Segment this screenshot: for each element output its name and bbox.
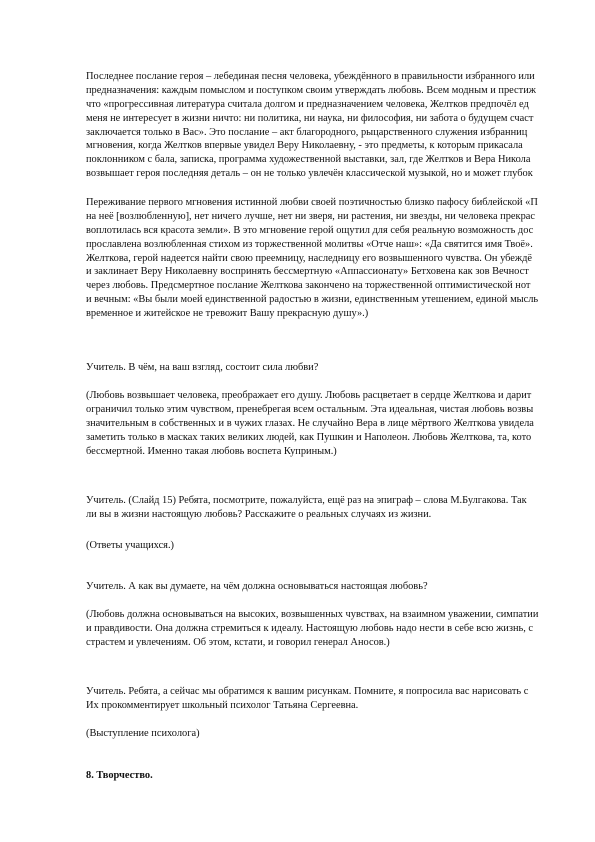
text-line: что «прогрессивная литература считала долгом и предназначением человека, Желтков предпочёл ед — [86, 98, 529, 110]
text-line: Последнее послание героя – лебединая песня человека, убеждённого в правильности избранного или — [86, 71, 535, 82]
text-line: меня не интересует в жизни ничто: ни политика, ни наука, ни философия, ни забота о будущем счаст — [86, 112, 534, 124]
text-line: на неё [возлюбленную], нет ничего лучше, нет ни зверя, ни растения, ни звезды, ни человека прекрас — [86, 210, 535, 222]
paragraph-final-message — [86, 70, 595, 181]
psychologist-speech — [86, 727, 595, 741]
teacher-drawings — [86, 685, 595, 713]
text-line: воплотилась вся красота земли». В это мгновение герой ощутил для себя реальную возможность дос — [86, 224, 534, 236]
text-line: временное и житейское не тревожит Вашу прекрасную душу».) — [86, 308, 369, 320]
text-line: (Любовь возвышает человека, преображает его душу. Любовь расцветает в сердце Желткова и дарит — [86, 390, 532, 401]
text-line: (Ответы учащихся.) — [86, 540, 175, 551]
text-line: Учитель. (Слайд 15) Ребята, посмотрите, пожалуйста, ещё раз на эпиграф – слова М.Булгакова. Так — [86, 495, 527, 506]
text-line: Желткова, герой надеется найти свою преемницу, наследницу его возвышенного чувства. Он убеждё — [86, 252, 532, 264]
teacher-question-foundation — [86, 580, 595, 594]
text-line: значительным в собственных и в чужих глазах. Не случайно Вера в лице мёртвого Желткова увидела — [86, 417, 534, 429]
paragraph-answer-power-of-love — [86, 389, 595, 458]
text-line: ограничил только этим чувством, пренебрегая всем остальным. Эта идеальная, чистая любовь возвы — [86, 403, 534, 415]
heading-creativity: 8. Творчество. — [86, 770, 153, 781]
text-line: Учитель. Ребята, а сейчас мы обратимся к вашим рисункам. Помните, я попросила вас нарисовать с — [86, 686, 529, 697]
text-line: через любовь. Предсмертное послание Желткова закончено на торжественной оптимистической нот — [86, 280, 531, 292]
text-line: заметить только в масках таких великих людей, как Пушкин и Наполеон. Любовь Желткова, та, кото — [86, 431, 532, 443]
text-line: ли вы в жизни настоящую любовь? Расскажите о реальных случаях из жизни. — [86, 508, 432, 520]
text-line: Их прокомментирует школьный психолог Татьяна Сергеевна. — [86, 699, 359, 711]
text-line: предназначения: каждым помыслом и поступком своим утверждать любовь. Всем модным и престиж — [86, 84, 536, 96]
text-line: страстем и увлечениям. Об этом, кстати, и говорил генерал Аносов.) — [86, 636, 390, 648]
text-line: (Выступление психолога) — [86, 728, 200, 739]
text-line: Учитель. В чём, на ваш взгляд, состоит сила любви? — [86, 362, 319, 373]
text-line: заключается только в Вас». Это послание – акт благородного, рыцарственного служения избранниц — [86, 126, 528, 138]
text-line: Переживание первого мгновения истинной любви своей поэтичностью близко пафосу библейской «П — [86, 197, 538, 208]
paragraph-first-moment — [86, 196, 595, 321]
text-line: и правдивости. Она должна стремиться к идеалу. Настоящую любовь надо нести в себе всю жизнь, с — [86, 622, 534, 634]
text-line: бессмертной. Именно такая любовь воспета Куприным.) — [86, 445, 337, 457]
text-line: поклонником с бала, записка, программа художественной выставки, зал, где Желтков и Вера Никола — [86, 154, 531, 166]
paragraph-answer-foundation — [86, 608, 595, 650]
students-answers — [86, 539, 595, 553]
text-line: Учитель. А как вы думаете, на чём должна основываться настоящая любовь? — [86, 581, 428, 592]
section-heading — [86, 769, 595, 783]
text-line: (Любовь должна основываться на высоких, возвышенных чувствах, на взаимном уважении, симпатии — [86, 609, 539, 620]
text-line: и заклинает Веру Николаевну воспринять бессмертную «Аппассионату» Бетховена как зов Вечност — [86, 266, 529, 278]
text-line: прославлена возлюбленная стихом из торжественной молитвы «Отче наш»: «Да святится имя Твоё». — [86, 238, 533, 250]
text-line: возвышает героя последняя деталь – он не только увлечён классической музыкой, но и может глубок — [86, 168, 533, 180]
teacher-question-power-of-love — [86, 361, 595, 375]
text-line: мгновения, когда Желтков впервые увидел Веру Николаевну, - это предметы, к которым прикасала — [86, 140, 523, 152]
teacher-slide-15 — [86, 494, 595, 522]
text-line: и вечным: «Вы были моей единственной радостью в жизни, единственным утешением, единой мысль — [86, 294, 539, 306]
